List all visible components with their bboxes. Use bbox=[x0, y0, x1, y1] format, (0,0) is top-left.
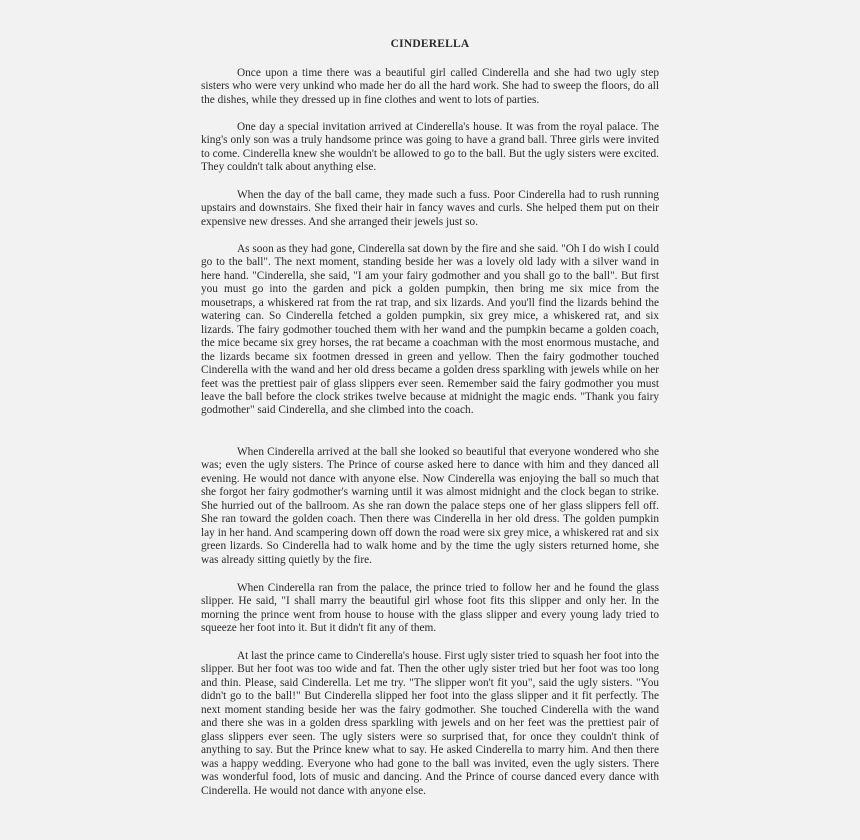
story-paragraph-4: As soon as they had gone, Cinderella sat down by the fire and she said. "Oh I do wish I could go to the ball". The next moment, standing beside her was a lovely old lady with a silver wand in here hand. "Cinderella, she said, "I am your fairy godmother and you shall go to the ball". But first you must go into the garden and pick a golden pumpkin, then bring me six mice from the mousetraps, a whiskered rat from the rat trap, and six lizards. And you'll find the lizards behind the watering can. So Cinderella fetched a golden pumpkin, six grey mice, a whiskered rat, and six lizards. The fairy godmother touched them with her wand and the pumpkin became a golden coach, the mice became six grey horses, the rat became a coachman with the most enormous mustache, and the lizards became six footmen dressed in green and yellow. Then the fairy godmother touched Cinderella with the wand and her old dress became a golden dress sparkling with jewels while on her feet was the prettiest pair of glass slippers ever seen. Remember said the fairy godmother you must leave the ball before the clock strikes twelve because at midnight the magic ends. "Thank you fairy godmother" said Cinderella, and she climbed into the coach. bbox=[201, 243, 659, 417]
document-title: CINDERELLA bbox=[390, 38, 470, 50]
story-paragraph-2: One day a special invitation arrived at Cinderella's house. It was from the royal palace. The king's only son was a truly handsome prince was going to have a grand ball. Three girls were invited to come. Cinderella knew she wouldn't be allowed to go to the ball. But the ugly sisters were excited. They couldn't talk about anything else. bbox=[201, 121, 659, 174]
story-paragraph-7: At last the prince came to Cinderella's house. First ugly sister tried to squash her foot into the slipper. But her foot was too wide and fat. Then the other ugly sister tried but her foot was too long and thin. Please, said Cinderella. Let me try. "The slipper won't fit you", said the ugly sisters. "You didn't go to the ball!" But Cinderella slipped her foot into the glass slipper and it fit perfectly. The next moment standing beside her was the fairy godmother. She touched Cinderella with the wand and there she was in a golden dress sparkling with jewels and on her feet was the prettiest pair of glass slippers ever seen. The ugly sisters were so surprised that, for once they couldn't think of anything to say. But the Prince knew what to say. He asked Cinderella to marry him. And then there was a happy wedding. Everyone who had gone to the ball was invited, even the ugly sisters. There was wonderful food, lots of music and dancing. And the Prince of course danced every dance with Cinderella. He would not dance with anyone else. bbox=[201, 650, 659, 797]
story-paragraph-5: When Cinderella arrived at the ball she looked so beautiful that everyone wondered who she was; even the ugly sisters. The Prince of course asked here to dance with him and they danced all evening. He would not dance with anyone else. Now Cinderella was enjoying the ball so much that she forgot her fairy godmother's warning until it was almost midnight and the clock began to strike. She hurried out of the ballroom. As she ran down the palace steps one of her glass slippers fell off. She ran toward the golden coach. Then there was Cinderella in her old dress. The golden pumpkin lay in her hand. And scampering down off down the road were six grey mice, a whiskered rat and six green lizards. So Cinderella had to walk home and by the time the ugly sisters returned home, she was already sitting quietly by the fire. bbox=[201, 446, 659, 566]
story-paragraph-3: When the day of the ball came, they made such a fuss. Poor Cinderella had to rush running upstairs and downstairs. She fixed their hair in fancy waves and curls. She helped them put on their expensive new dresses. And she arranged their jewels just so. bbox=[201, 189, 659, 228]
story-paragraph-1: Once upon a time there was a beautiful girl called Cinderella and she had two ugly step sisters who were very unkind who made her do all the hard work. She had to sweep the floors, do all the dishes, while they dressed up in fine clothes and went to lots of parties. bbox=[201, 67, 659, 106]
story-paragraph-6: When Cinderella ran from the palace, the prince tried to follow her and he found the glass slipper. He said, "I shall marry the beautiful girl whose foot fits this slipper and only her. In the morning the prince went from house to house with the glass slipper and every young lady tried to squeeze her foot into it. But it didn't fit any of them. bbox=[201, 582, 659, 635]
